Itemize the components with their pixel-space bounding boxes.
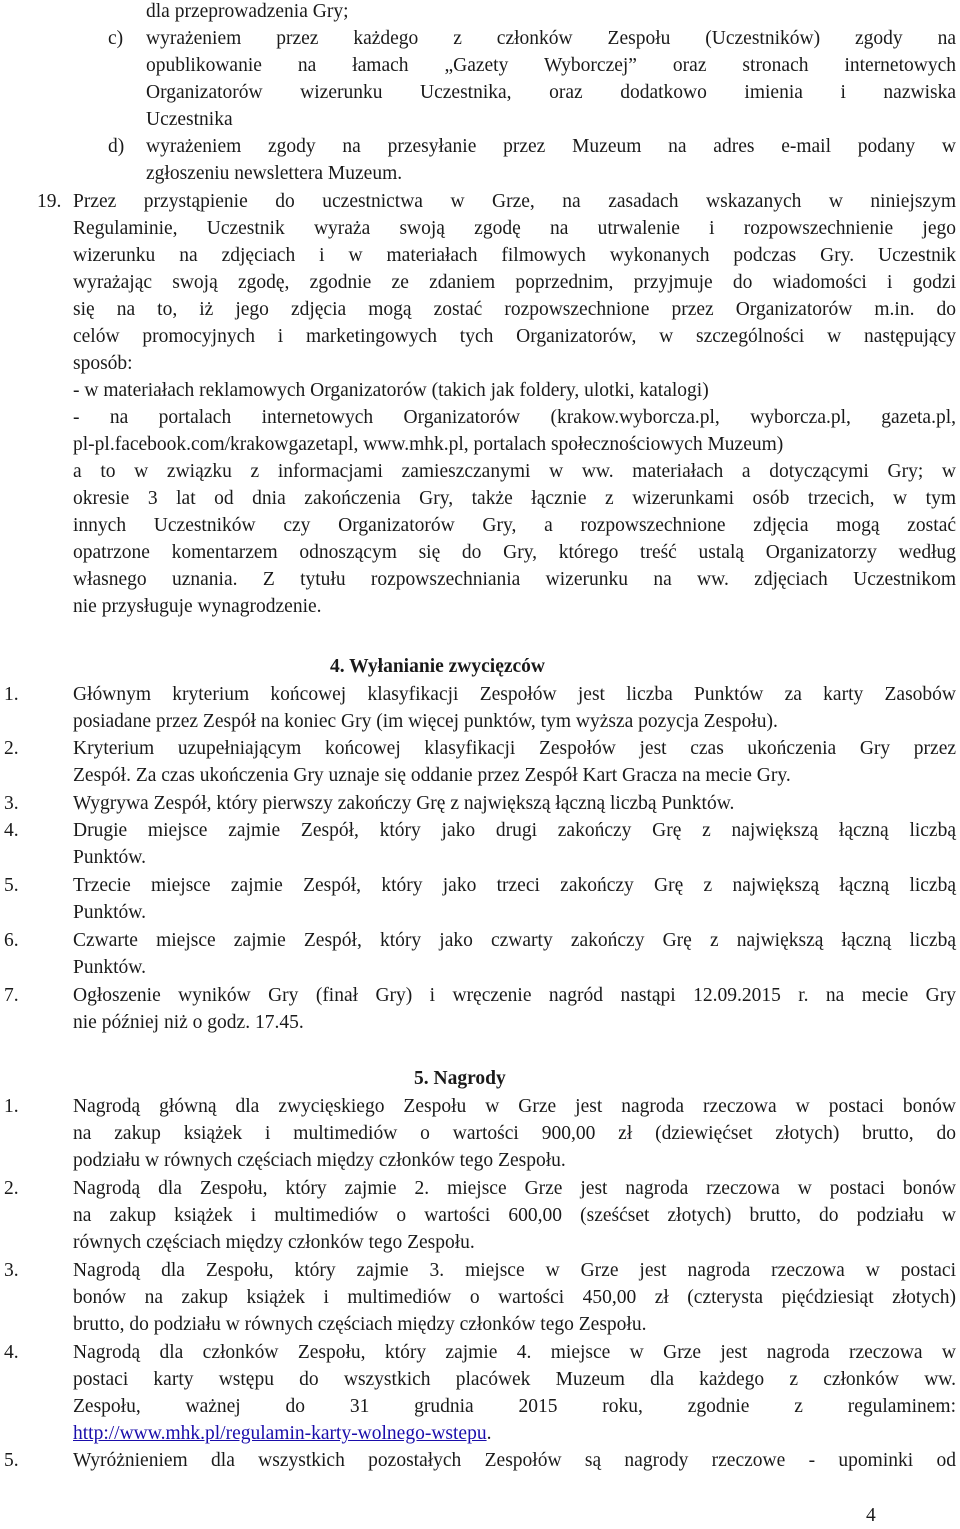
text-line: brutto, do podziału w równych częściach między członków tego Zespołu. <box>73 1314 647 1335</box>
text-line: własnego uznania. Z tytułu rozpowszechniania wizerunku na ww. zdjęciach Uczestnikom <box>73 569 956 590</box>
text-line: Przez przystąpienie do uczestnictwa w Grze, na zasadach wskazanych w niniejszym <box>73 191 956 212</box>
text-line: wyrażeniem przez każdego z członków Zespołu (Uczestników) zgody na <box>146 28 956 49</box>
text-line: sposób: <box>73 353 133 374</box>
text-line: Regulaminie, Uczestnik wyraża swoją zgodę na utrwalenie i rozpowszechnienie jego <box>73 218 956 239</box>
text-line: opatrzone komentarzem odnoszącym się do Gry, którego treść ustalą Organizatorzy według <box>73 542 956 563</box>
text-line: wizerunku na zdjęciach i w materiałach filmowych wykonanych podczas Gry. Uczestnik <box>73 245 956 266</box>
text-line: zgłoszeniu newslettera Muzeum. <box>146 163 403 184</box>
text-line: Czwarte miejsce zajmie Zespół, który jako czwarty zakończy Grę z największą łączną liczbą <box>73 930 956 951</box>
text-line: postaci karty wstępu do wszystkich placówek Muzeum dla każdego z członków ww. <box>73 1369 956 1390</box>
text-line: Uczestnika <box>146 109 233 130</box>
text-line: Wyróżnieniem dla wszystkich pozostałych Zespołów są nagrody rzeczowe - upominki od <box>73 1450 956 1471</box>
text-line: wyrażając swoją zgodę, zgodnie ze zdaniem poprzednim, przyjmuje do wiadomości i godzi <box>73 272 956 293</box>
text-line: Kryterium uzupełniającym końcowej klasyfikacji Zespołów jest czas ukończenia Gry przez <box>73 738 956 759</box>
text-line: Organizatorów wizerunku Uczestnika, oraz dodatkowo imienia i nazwiska <box>146 82 956 103</box>
section-heading-5: 5. Nagrody <box>414 1068 506 1089</box>
text-line: Nagrodą dla Zespołu, który zajmie 3. miejsce w Grze jest nagroda rzeczowa w postaci <box>73 1260 956 1281</box>
text-line: nie przysługuje wynagrodzenie. <box>73 596 322 617</box>
text-line: innych Uczestników czy Organizatorów Gry, a rozpowszechnione zdjęcia mogą zostać <box>73 515 956 536</box>
text-line: a to w związku z informacjami zamieszczanymi w ww. materiałach a dotyczącymi Gry; w <box>73 461 956 482</box>
text-line: celów promocyjnych i marketingowych tych Organizatorów, w szczególności w następujący <box>73 326 956 347</box>
text-line: Zespół. Za czas ukończenia Gry uznaje się oddanie przez Zespół Kart Gracza na mecie Gry. <box>73 765 791 786</box>
text-line: Punktów. <box>73 957 146 978</box>
text-line: - w materiałach reklamowych Organizatorów (takich jak foldery, ulotki, katalogi) <box>73 380 709 401</box>
text-line: nie później niż o godz. 17.45. <box>73 1012 304 1033</box>
text-line: wyrażeniem zgody na przesyłanie przez Muzeum na adres e-mail podany w <box>146 136 956 157</box>
text-line: równych częściach między członków tego Zespołu. <box>73 1232 475 1253</box>
text-line: Zespołu, ważnej do 31 grudnia 2015 roku, zgodnie z regulaminem: <box>73 1396 956 1417</box>
section-heading-4: 4. Wyłanianie zwycięzców <box>330 656 546 677</box>
text-line: pl-pl.facebook.com/krakowgazetapl, www.mhk.pl, portalach społecznościowych Muzeum) <box>73 434 784 455</box>
text-line: Drugie miejsce zajmie Zespół, który jako drugi zakończy Grę z największą łączną liczbą <box>73 820 956 841</box>
list-marker: 2. <box>4 1178 19 1199</box>
text-line <box>73 1420 491 1447</box>
list-marker: 4. <box>4 820 19 841</box>
text-line: dla przeprowadzenia Gry; <box>146 1 349 22</box>
list-marker: 1. <box>4 684 19 705</box>
list-marker: 1. <box>4 1096 19 1117</box>
paragraph-number-19: 19. <box>37 191 62 212</box>
list-marker: 6. <box>4 930 19 951</box>
text-line: na zakup książek i multimediów o wartości 900,00 zł (dziewięćset złotych) brutto, do <box>73 1123 956 1144</box>
link-trailing-period: . <box>486 1423 492 1444</box>
list-marker: 2. <box>4 738 19 759</box>
text-line: opublikowanie na łamach „Gazety Wyborczej” oraz stronach internetowych <box>146 55 956 76</box>
list-marker: 3. <box>4 793 19 814</box>
list-marker-d: d) <box>108 136 125 157</box>
page-number: 4 <box>866 1505 876 1526</box>
text-line: - na portalach internetowych Organizatorów (krakow.wyborcza.pl, wyborcza.pl, gazeta.pl, <box>73 407 956 428</box>
text-line: Nagrodą dla Zespołu, który zajmie 2. miejsce Grze jest nagroda rzeczowa w postaci bonów <box>73 1178 956 1199</box>
text-line: na zakup książek i multimediów o wartości 600,00 (sześćset złotych) brutto, do podziału w <box>73 1205 956 1226</box>
text-line: posiadane przez Zespół na koniec Gry (im więcej punktów, tym wyższa pozycja Zespołu). <box>73 711 778 732</box>
text-line: bonów na zakup książek i multimediów o wartości 450,00 zł (czterysta pięćdziesiąt złotych) <box>73 1287 956 1308</box>
list-marker: 5. <box>4 875 19 896</box>
list-marker-c: c) <box>108 28 124 49</box>
text-line: Wygrywa Zespół, który pierwszy zakończy Grę z największą łączną liczbą Punktów. <box>73 793 735 814</box>
list-marker: 4. <box>4 1342 19 1363</box>
text-line: się na to, iż jego zdjęcia mogą zostać rozpowszechnione przez Organizatorów m.in. do <box>73 299 956 320</box>
text-line: Głównym kryterium końcowej klasyfikacji Zespołów jest liczba Punktów za karty Zasobów <box>73 684 956 705</box>
text-line: Nagrodą główną dla zwycięskiego Zespołu w Grze jest nagroda rzeczowa w postaci bonów <box>73 1096 956 1117</box>
regulation-link[interactable]: http://www.mhk.pl/regulamin-karty-wolnego-wstepu <box>73 1423 487 1444</box>
list-marker: 7. <box>4 985 19 1006</box>
text-line: podziału w równych częściach między członków tego Zespołu. <box>73 1150 566 1171</box>
list-marker: 3. <box>4 1260 19 1281</box>
list-marker: 5. <box>4 1450 19 1471</box>
text-line: Ogłoszenie wyników Gry (finał Gry) i wręczenie nagród nastąpi 12.09.2015 r. na mecie Gry <box>73 985 956 1006</box>
text-line: Nagrodą dla członków Zespołu, który zajmie 4. miejsce w Grze jest nagroda rzeczowa w <box>73 1342 956 1363</box>
text-line: Punktów. <box>73 902 146 923</box>
text-line: Punktów. <box>73 847 146 868</box>
text-line: okresie 3 lat od dnia zakończenia Gry, także łącznie z wizerunkami osób trzecich, w tym <box>73 488 956 509</box>
text-line: Trzecie miejsce zajmie Zespół, który jako trzeci zakończy Grę z największą łączną liczbą <box>73 875 956 896</box>
